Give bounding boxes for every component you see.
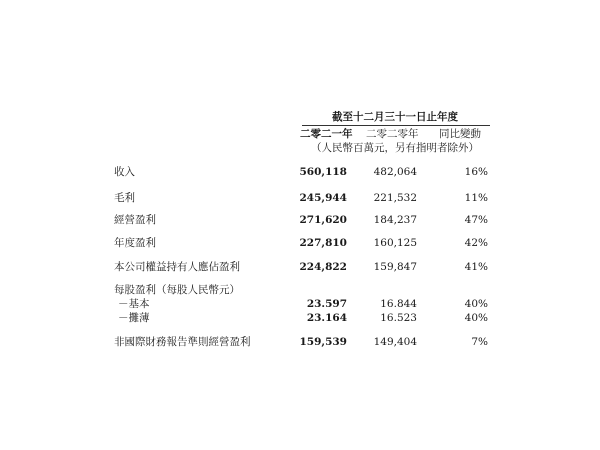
column-header-2021: 二零二一年 <box>300 128 353 140</box>
row-label: 經營盈利 <box>114 214 156 226</box>
value-2021: 159,539 <box>299 336 347 348</box>
value-change: 11% <box>464 192 488 204</box>
value-2021: 560,118 <box>299 166 347 178</box>
value-2021: 224,822 <box>299 261 347 273</box>
value-2020: 184,237 <box>373 214 417 226</box>
value-change: 41% <box>464 261 488 273</box>
value-change: 40% <box>464 298 488 310</box>
value-change: 47% <box>464 214 488 226</box>
period-title: 截至十二月三十一日止年度 <box>332 111 458 123</box>
value-change: 40% <box>464 312 488 324</box>
row-label: 收入 <box>114 166 135 178</box>
value-2020: 159,847 <box>373 261 417 273</box>
value-2021: 227,810 <box>299 237 347 249</box>
value-change: 16% <box>464 166 488 178</box>
header-rule <box>302 125 490 126</box>
value-change: 42% <box>464 237 488 249</box>
column-header-change: 同比變動 <box>439 128 481 140</box>
value-2020: 160,125 <box>373 237 417 249</box>
value-2020: 149,404 <box>373 336 417 348</box>
row-label: 非國際財務報告準則經營盈利 <box>114 336 251 348</box>
row-label: 本公司權益持有人應佔盈利 <box>114 261 240 273</box>
column-header-2020: 二零二零年 <box>366 128 419 140</box>
eps-label: 每股盈利（每股人民幣元） <box>114 284 240 296</box>
row-label: 毛利 <box>114 192 135 204</box>
row-label: －基本 <box>118 298 150 310</box>
value-2020: 221,532 <box>373 192 417 204</box>
value-2020: 16.523 <box>380 312 417 324</box>
value-2021: 23.597 <box>306 298 347 310</box>
row-label: 年度盈利 <box>114 237 156 249</box>
value-change: 7% <box>471 336 488 348</box>
value-2021: 23.164 <box>306 312 347 324</box>
value-2021: 271,620 <box>299 214 347 226</box>
value-2021: 245,944 <box>299 192 347 204</box>
unit-note: （人民幣百萬元，另有指明者除外） <box>311 142 479 154</box>
value-2020: 16.844 <box>380 298 417 310</box>
value-2020: 482,064 <box>373 166 417 178</box>
row-label: －攤薄 <box>118 312 150 324</box>
